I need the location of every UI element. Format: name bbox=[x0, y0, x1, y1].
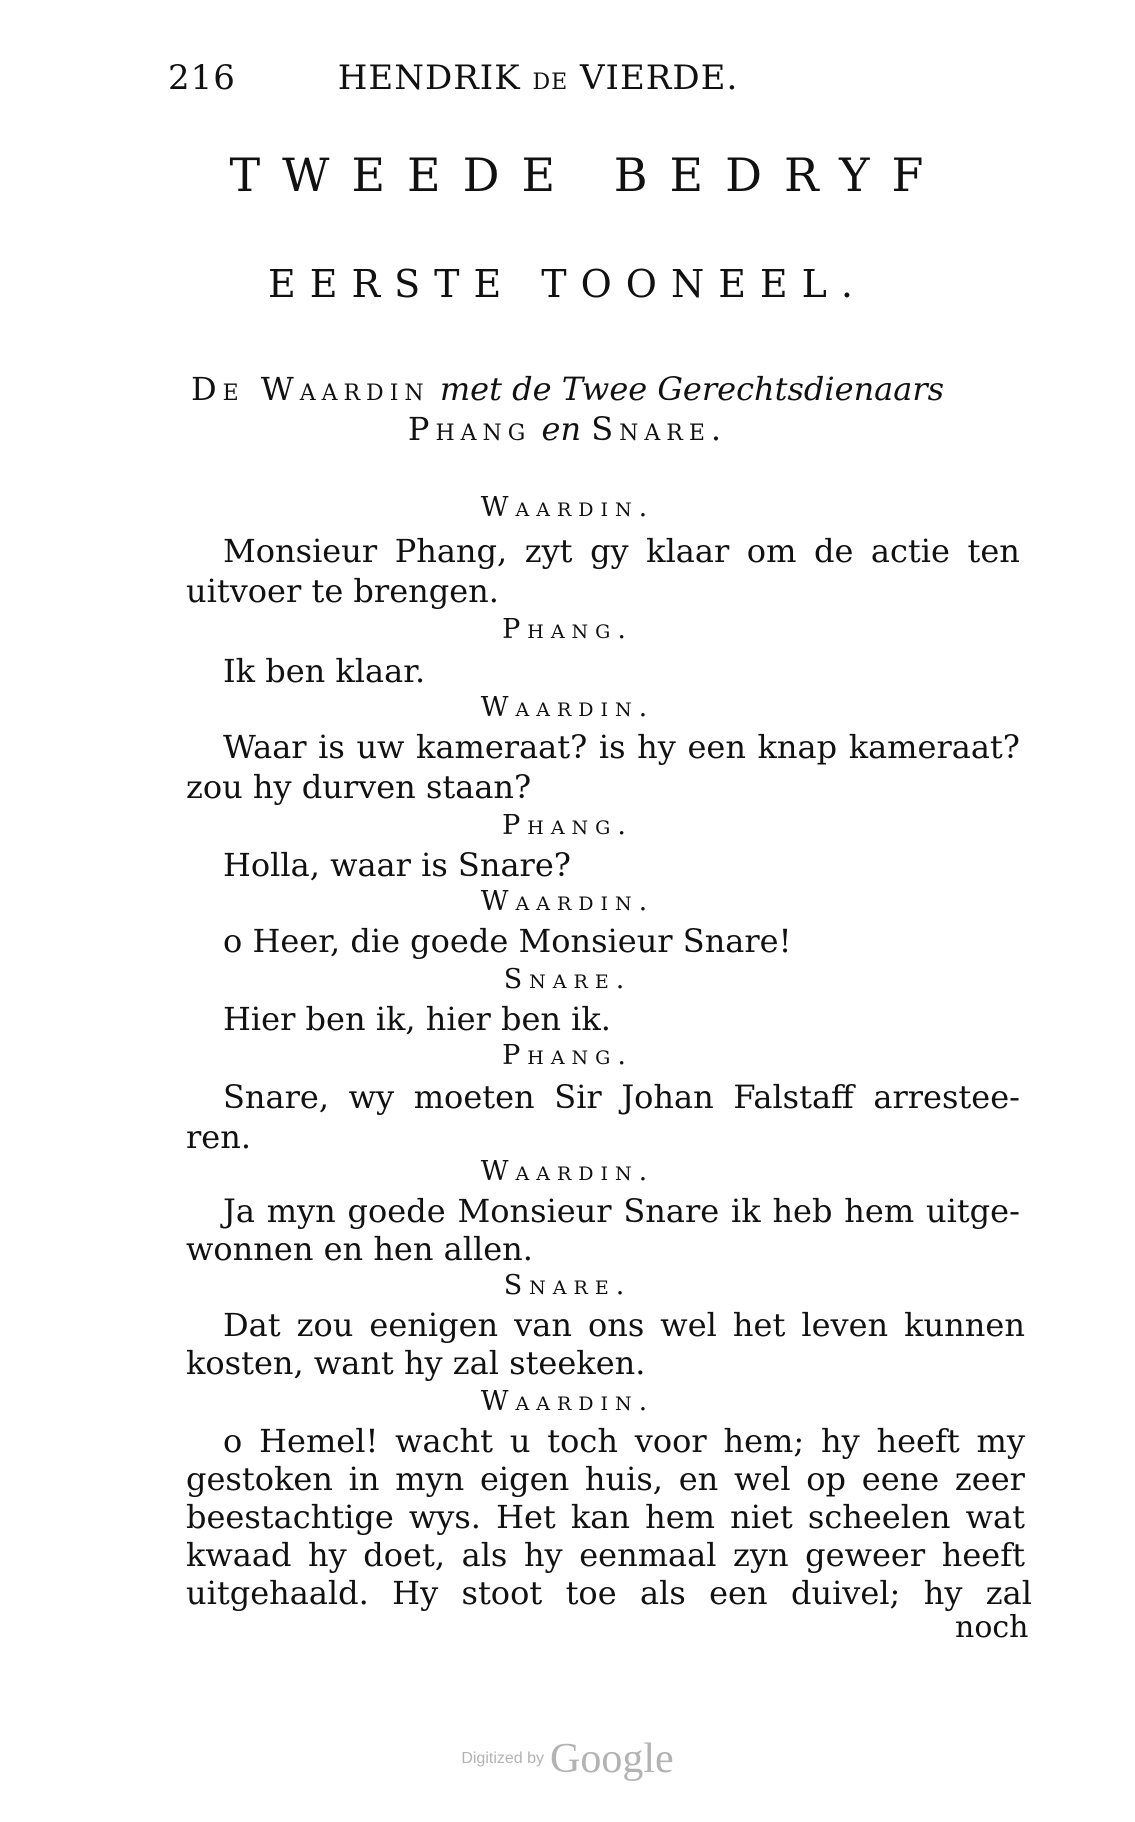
watermark-small-text: Digitized by bbox=[461, 1750, 545, 1767]
word: toe bbox=[565, 1574, 617, 1612]
word: een bbox=[709, 1574, 768, 1612]
dramatis-connector: met de Twee Gerechtsdienaars bbox=[439, 370, 945, 408]
character-name-snare: Snare. bbox=[591, 410, 728, 448]
speech-line bbox=[186, 1498, 1025, 1536]
word: om bbox=[746, 532, 797, 570]
character-name-waardin: De Waardin bbox=[190, 370, 430, 408]
word: Het bbox=[496, 1498, 556, 1536]
word: Phang, bbox=[394, 532, 508, 570]
word: o bbox=[223, 1422, 243, 1460]
word: toch bbox=[547, 1422, 618, 1460]
speaker-name: Waardin. bbox=[480, 1156, 655, 1187]
word: Sir bbox=[554, 1078, 602, 1116]
word: ik bbox=[731, 1192, 761, 1230]
word: beestachtige bbox=[186, 1498, 394, 1536]
word: op bbox=[806, 1460, 847, 1498]
word: Ja bbox=[223, 1192, 255, 1230]
speaker-name: Phang. bbox=[502, 810, 633, 841]
speaker-name: Snare. bbox=[503, 1270, 632, 1301]
word: doet, bbox=[363, 1536, 446, 1574]
speech-line: zou hy durven staan? bbox=[186, 768, 532, 806]
word: heeft bbox=[941, 1536, 1025, 1574]
word: duivel; bbox=[790, 1574, 901, 1612]
running-title-de: DE bbox=[532, 70, 569, 95]
word: moeten bbox=[413, 1078, 535, 1116]
word: wy bbox=[348, 1078, 395, 1116]
speaker-name: Phang. bbox=[502, 614, 633, 645]
speaker-name: Snare. bbox=[503, 964, 632, 995]
word: Monsieur bbox=[457, 1192, 612, 1230]
watermark-logo-text: Google bbox=[550, 1736, 674, 1782]
word: klaar bbox=[646, 532, 730, 570]
word: myn bbox=[266, 1192, 336, 1230]
speech-line bbox=[223, 1306, 1025, 1344]
word: een bbox=[687, 728, 746, 766]
word: hy bbox=[820, 1422, 860, 1460]
word: hem bbox=[645, 1498, 715, 1536]
word: stoot bbox=[461, 1574, 543, 1612]
word: gestoken bbox=[186, 1460, 333, 1498]
word: geweer bbox=[805, 1536, 926, 1574]
word: Dat bbox=[223, 1306, 281, 1344]
word: zou bbox=[296, 1306, 354, 1344]
speech-line bbox=[186, 1460, 1025, 1498]
word: arrestee- bbox=[873, 1078, 1020, 1116]
speaker-name: Waardin. bbox=[480, 692, 655, 723]
word: kwaad bbox=[186, 1536, 292, 1574]
speaker-name: Waardin. bbox=[480, 1386, 655, 1417]
speech-line bbox=[223, 1078, 1020, 1116]
word: Monsieur bbox=[223, 532, 378, 570]
character-name-phang: Phang bbox=[407, 410, 532, 448]
digitized-by-google-watermark bbox=[0, 1735, 1135, 1783]
speech-line bbox=[186, 1574, 1032, 1612]
word: heb bbox=[772, 1192, 833, 1230]
word: leven bbox=[801, 1306, 889, 1344]
word: eenigen bbox=[369, 1306, 499, 1344]
speech-line: wonnen en hen allen. bbox=[186, 1230, 533, 1268]
word: wys. bbox=[408, 1498, 481, 1536]
word: Falstaff bbox=[733, 1078, 854, 1116]
word: knap bbox=[757, 728, 838, 766]
word: ons bbox=[587, 1306, 645, 1344]
word: eigen bbox=[479, 1460, 570, 1498]
speaker-name: Phang. bbox=[502, 1040, 633, 1071]
speech-line: ren. bbox=[186, 1118, 252, 1156]
speaker-name: Waardin. bbox=[480, 492, 655, 523]
word: in bbox=[348, 1460, 380, 1498]
word: van bbox=[514, 1306, 572, 1344]
scene-title: EERSTE TOONEEL. bbox=[268, 262, 867, 306]
word: kan bbox=[570, 1498, 630, 1536]
word: wat bbox=[965, 1498, 1025, 1536]
word: is bbox=[598, 728, 626, 766]
running-title-part1: HENDRIK bbox=[337, 58, 521, 98]
word: u bbox=[509, 1422, 531, 1460]
word: huis, bbox=[584, 1460, 663, 1498]
word: Johan bbox=[621, 1078, 714, 1116]
word: my bbox=[976, 1422, 1025, 1460]
speech-line: Hier ben ik, hier ben ik. bbox=[223, 1000, 611, 1038]
speech-line: o Heer, die goede Monsieur Snare! bbox=[223, 922, 792, 960]
speech-line bbox=[223, 1422, 1025, 1460]
word: uitgehaald. bbox=[186, 1574, 369, 1612]
word: als bbox=[640, 1574, 686, 1612]
word: Waar bbox=[223, 728, 307, 766]
word: kameraat? bbox=[416, 728, 588, 766]
word: kunnen bbox=[904, 1306, 1025, 1344]
word: uitge- bbox=[925, 1192, 1020, 1230]
word: hy bbox=[637, 728, 676, 766]
word: ten bbox=[967, 532, 1020, 570]
speech-line: uitvoer te brengen. bbox=[186, 572, 499, 610]
word: eene bbox=[861, 1460, 940, 1498]
word: gy bbox=[590, 532, 629, 570]
word: hy bbox=[923, 1574, 963, 1612]
word: hem; bbox=[723, 1422, 805, 1460]
speaker-name: Waardin. bbox=[480, 886, 655, 917]
word: hy bbox=[523, 1536, 563, 1574]
word: myn bbox=[395, 1460, 465, 1498]
word: wel bbox=[733, 1460, 791, 1498]
speech-line: kosten, want hy zal steeken. bbox=[186, 1344, 646, 1382]
word: het bbox=[732, 1306, 786, 1344]
dramatis-and: en bbox=[541, 410, 582, 448]
word: Snare, bbox=[223, 1078, 330, 1116]
word: zal bbox=[985, 1574, 1032, 1612]
speech-line bbox=[223, 728, 1020, 766]
dramatis-personae-line2 bbox=[0, 410, 1135, 448]
speech-line bbox=[223, 532, 1020, 570]
word: goede bbox=[347, 1192, 446, 1230]
word: hy bbox=[308, 1536, 347, 1574]
running-head bbox=[168, 58, 738, 98]
word: niet bbox=[730, 1498, 793, 1536]
speech-line bbox=[186, 1536, 1025, 1574]
word: is bbox=[318, 728, 345, 766]
speech-line bbox=[223, 1192, 1020, 1230]
word: wel bbox=[660, 1306, 717, 1344]
word: Hemel! bbox=[259, 1422, 379, 1460]
word: en bbox=[678, 1460, 719, 1498]
word: de bbox=[813, 532, 854, 570]
word: actie bbox=[870, 532, 950, 570]
word: Snare bbox=[623, 1192, 720, 1230]
word: uw bbox=[356, 728, 405, 766]
word: heeft bbox=[876, 1422, 960, 1460]
word: zyn bbox=[733, 1536, 789, 1574]
word: hem bbox=[844, 1192, 915, 1230]
word: zyt bbox=[524, 532, 573, 570]
act-title: TWEEDE BEDRYF bbox=[229, 148, 946, 202]
speech-line: Holla, waar is Snare? bbox=[223, 846, 571, 884]
catchword: noch bbox=[955, 1610, 1029, 1645]
word: eenmaal bbox=[579, 1536, 717, 1574]
word: kameraat? bbox=[848, 728, 1020, 766]
word: Hy bbox=[392, 1574, 439, 1612]
word: zeer bbox=[954, 1460, 1025, 1498]
word: scheelen bbox=[807, 1498, 951, 1536]
running-title-part2: VIERDE. bbox=[579, 58, 739, 98]
dramatis-personae-line1 bbox=[0, 370, 1135, 408]
word: wacht bbox=[395, 1422, 493, 1460]
speech-line: Ik ben klaar. bbox=[223, 652, 426, 690]
word: voor bbox=[634, 1422, 707, 1460]
page-number: 216 bbox=[168, 58, 236, 98]
word: als bbox=[461, 1536, 508, 1574]
